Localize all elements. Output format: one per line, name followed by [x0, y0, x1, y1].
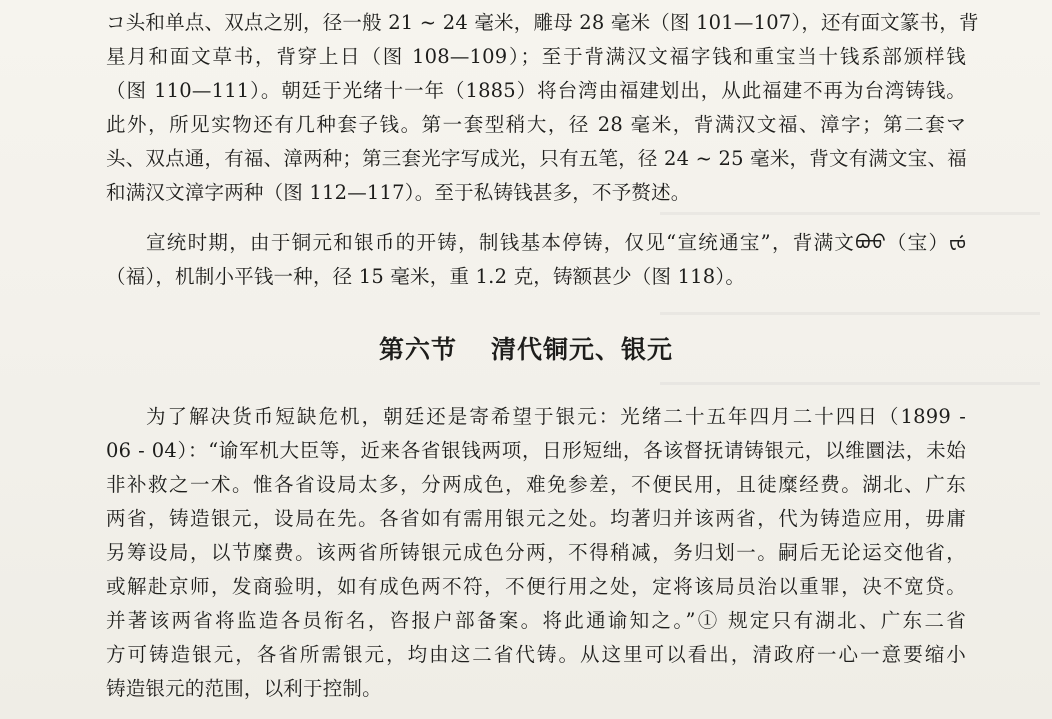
text-line: 并著该两省将监造各员衔名，咨报户部备案。将此通谕知之。”① 规定只有湖北、广东二省 [106, 609, 966, 632]
text-line: 铸造银元的范围，以利于控制。 [106, 677, 382, 700]
text-line: 06 - 04）：“谕军机大臣等，近来各省银钱两项，日形短绌，各该督抚请铸银元，以维圜法，未始 [106, 439, 966, 462]
text-line: （图 110—111）。朝廷于光绪十一年（1885）将台湾由福建划出，从此福建不再为台湾铸钱。 [106, 79, 966, 102]
text-line: （福），机制小平钱一种，径 15 毫米，重 1.2 克，铸额甚少（图 118）。 [106, 265, 746, 288]
paragraph-silver-coins [106, 400, 966, 706]
text-line: コ头和单点、双点之别，径一般 21 ~ 24 毫米，雕母 28 毫米（图 101—107），还有面文篆书，背 [106, 11, 979, 34]
text-line: 另筹设局，以节糜费。该两省所铸银元成色分两，不得稍减，务归划一。嗣后无论运交他省， [106, 541, 966, 564]
text-line: 和满汉文漳字两种（图 112—117）。至于私铸钱甚多，不予赘述。 [106, 181, 691, 204]
paragraph-continued [106, 6, 979, 210]
text-line: 此外，所见实物还有几种套子钱。第一套型稍大，径 28 毫米，背满汉文福、漳字；第二套マ [106, 113, 966, 136]
text-line: 方可铸造银元，各省所需银元，均由这二省代铸。从这里可以看出，清政府一心一意要缩小 [106, 643, 966, 666]
section-number: 第六节 [378, 335, 457, 364]
text-line: 头、双点通，有福、漳两种；第三套光字写成光，只有五笔，径 24 ~ 25 毫米，背文有满文宝、福 [106, 147, 967, 170]
text-line: 两省，铸造银元，设局在先。各省如有需用银元之处。均著归并该两省，代为铸造应用，毋庸 [106, 507, 966, 530]
section-title: 清代铜元、银元 [491, 335, 674, 364]
section-heading [0, 330, 1052, 370]
show-through-mark [660, 212, 1040, 215]
text-line: 宣统时期，由于铜元和银币的开铸，制钱基本停铸，仅见“宣统通宝”，背满文ᠪᠣᠣ（宝）ᡶᡠ [146, 231, 966, 254]
show-through-mark [660, 382, 1040, 385]
paragraph-xuantong [106, 226, 966, 294]
show-through-mark [660, 312, 1040, 315]
text-line: 星月和面文草书，背穿上日（图 108—109）；至于背满汉文福字钱和重宝当十钱系部颁样钱 [106, 45, 966, 68]
text-line: 或解赴京师，发商验明，如有成色两不符，不便行用之处，定将该局员治以重罪，决不宽贷。 [106, 575, 966, 598]
text-line: 为了解决货币短缺危机，朝廷还是寄希望于银元：光绪二十五年四月二十四日（1899 - [146, 405, 966, 428]
text-line: 非补救之一术。惟各省设局太多，分两成色，难免参差，不便民用，且徒糜经费。湖北、广东 [106, 473, 966, 496]
